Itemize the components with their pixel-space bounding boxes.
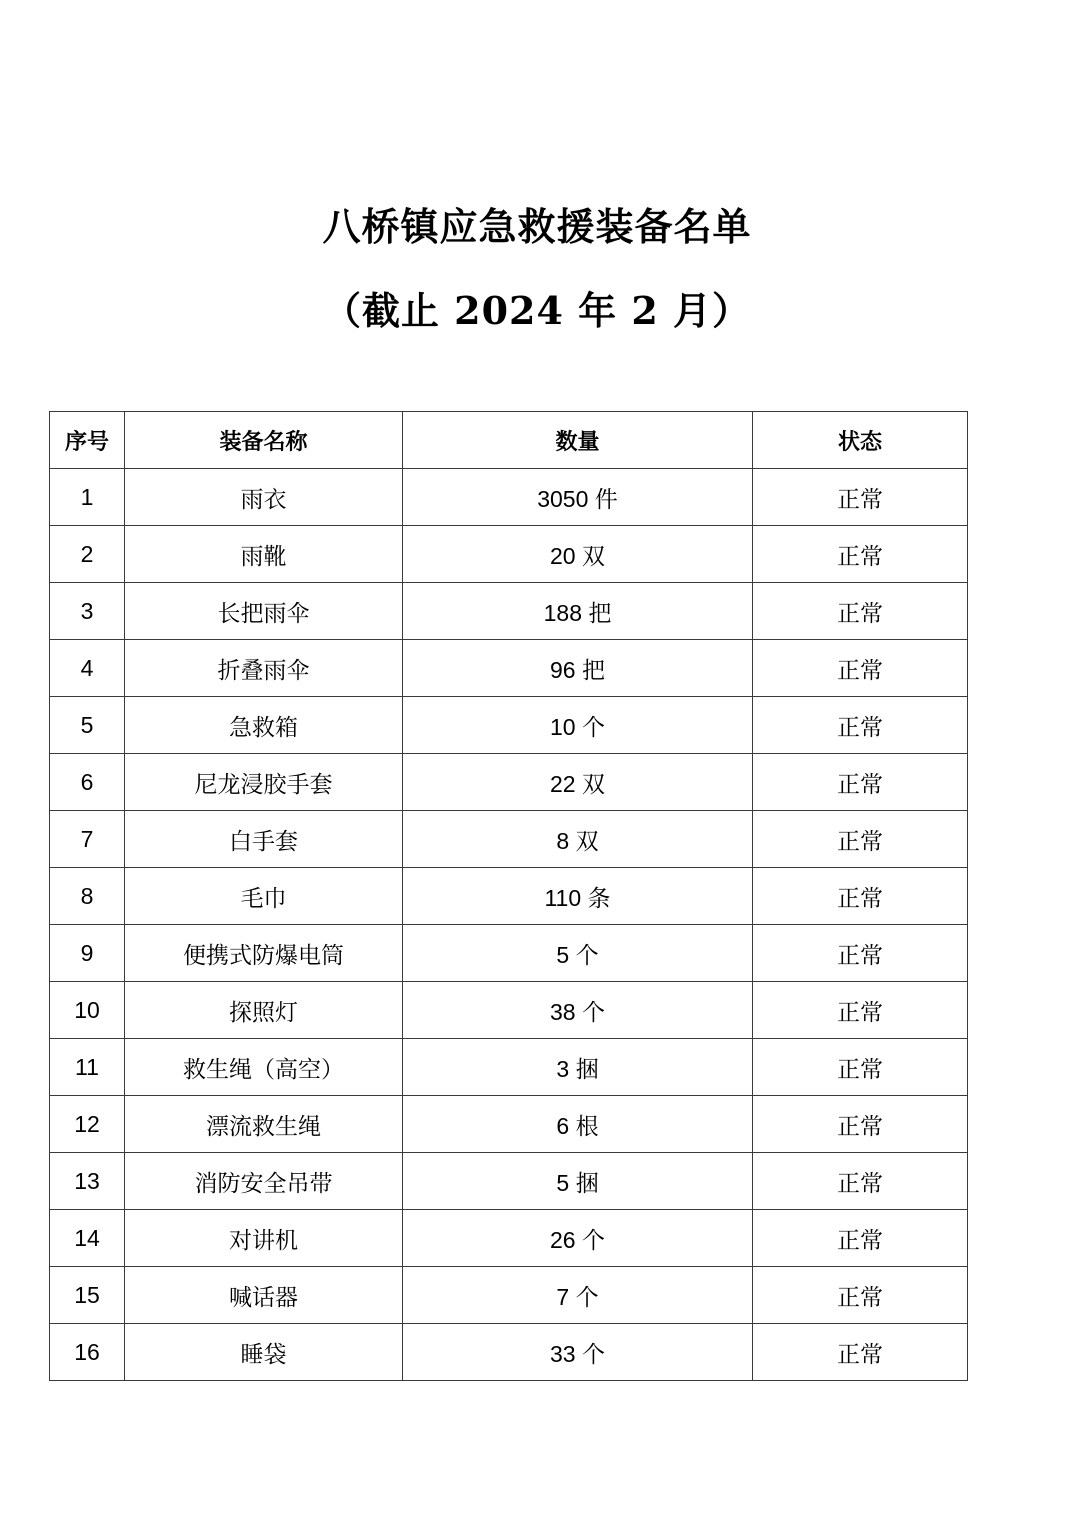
- table-row: [50, 469, 968, 526]
- document-subtitle: （截止 2024 年 2 月）: [322, 288, 752, 333]
- table-row: [50, 1096, 968, 1153]
- cell-quantity: 7 个: [403, 1267, 753, 1324]
- cell-serial-number: 6: [50, 754, 125, 811]
- cell-quantity: 10 个: [403, 697, 753, 754]
- cell-status: 正常: [753, 982, 968, 1039]
- cell-quantity: 3 捆: [403, 1039, 753, 1096]
- cell-serial-number: 12: [50, 1096, 125, 1153]
- table-row: [50, 811, 968, 868]
- table-row: [50, 1210, 968, 1267]
- table-row: [50, 640, 968, 697]
- header-serial-number: 序号: [50, 412, 125, 469]
- cell-quantity: 110 条: [403, 868, 753, 925]
- cell-status: 正常: [753, 697, 968, 754]
- cell-serial-number: 8: [50, 868, 125, 925]
- document-title: 八桥镇应急救援装备名单: [322, 204, 752, 249]
- cell-status: 正常: [753, 1039, 968, 1096]
- cell-quantity: 33 个: [403, 1324, 753, 1381]
- table-row: [50, 754, 968, 811]
- cell-status: 正常: [753, 925, 968, 982]
- table-row: [50, 868, 968, 925]
- cell-status: 正常: [753, 526, 968, 583]
- cell-equipment-name: 毛巾: [125, 868, 403, 925]
- cell-status: 正常: [753, 811, 968, 868]
- cell-equipment-name: 喊话器: [125, 1267, 403, 1324]
- cell-serial-number: 2: [50, 526, 125, 583]
- cell-quantity: 22 双: [403, 754, 753, 811]
- cell-serial-number: 14: [50, 1210, 125, 1267]
- cell-equipment-name: 探照灯: [125, 982, 403, 1039]
- cell-equipment-name: 漂流救生绳: [125, 1096, 403, 1153]
- cell-equipment-name: 尼龙浸胶手套: [125, 754, 403, 811]
- cell-status: 正常: [753, 1324, 968, 1381]
- cell-serial-number: 1: [50, 469, 125, 526]
- equipment-table: [49, 411, 968, 1381]
- cell-equipment-name: 折叠雨伞: [125, 640, 403, 697]
- cell-serial-number: 10: [50, 982, 125, 1039]
- cell-status: 正常: [753, 640, 968, 697]
- cell-status: 正常: [753, 868, 968, 925]
- cell-quantity: 188 把: [403, 583, 753, 640]
- cell-quantity: 20 双: [403, 526, 753, 583]
- cell-status: 正常: [753, 1096, 968, 1153]
- cell-status: 正常: [753, 754, 968, 811]
- table-row: [50, 982, 968, 1039]
- cell-quantity: 3050 件: [403, 469, 753, 526]
- cell-quantity: 96 把: [403, 640, 753, 697]
- header-equipment-name: 装备名称: [125, 412, 403, 469]
- table-row: [50, 1153, 968, 1210]
- cell-serial-number: 13: [50, 1153, 125, 1210]
- table-row: [50, 1324, 968, 1381]
- cell-status: 正常: [753, 1153, 968, 1210]
- cell-quantity: 5 捆: [403, 1153, 753, 1210]
- table-header-row: [50, 412, 968, 469]
- cell-equipment-name: 白手套: [125, 811, 403, 868]
- header-quantity: 数量: [403, 412, 753, 469]
- cell-serial-number: 3: [50, 583, 125, 640]
- table-row: [50, 925, 968, 982]
- cell-status: 正常: [753, 1267, 968, 1324]
- cell-quantity: 8 双: [403, 811, 753, 868]
- cell-serial-number: 11: [50, 1039, 125, 1096]
- cell-status: 正常: [753, 583, 968, 640]
- cell-equipment-name: 救生绳（高空）: [125, 1039, 403, 1096]
- table-row: [50, 697, 968, 754]
- cell-equipment-name: 急救箱: [125, 697, 403, 754]
- cell-equipment-name: 雨靴: [125, 526, 403, 583]
- cell-equipment-name: 睡袋: [125, 1324, 403, 1381]
- cell-equipment-name: 消防安全吊带: [125, 1153, 403, 1210]
- cell-serial-number: 5: [50, 697, 125, 754]
- table-row: [50, 583, 968, 640]
- table-row: [50, 1039, 968, 1096]
- cell-quantity: 26 个: [403, 1210, 753, 1267]
- cell-serial-number: 9: [50, 925, 125, 982]
- cell-equipment-name: 便携式防爆电筒: [125, 925, 403, 982]
- cell-quantity: 38 个: [403, 982, 753, 1039]
- header-status: 状态: [753, 412, 968, 469]
- cell-serial-number: 16: [50, 1324, 125, 1381]
- cell-quantity: 5 个: [403, 925, 753, 982]
- cell-quantity: 6 根: [403, 1096, 753, 1153]
- cell-equipment-name: 长把雨伞: [125, 583, 403, 640]
- cell-equipment-name: 对讲机: [125, 1210, 403, 1267]
- table-row: [50, 526, 968, 583]
- cell-status: 正常: [753, 469, 968, 526]
- table-row: [50, 1267, 968, 1324]
- cell-serial-number: 15: [50, 1267, 125, 1324]
- cell-serial-number: 4: [50, 640, 125, 697]
- cell-equipment-name: 雨衣: [125, 469, 403, 526]
- cell-status: 正常: [753, 1210, 968, 1267]
- table-body: [50, 469, 968, 1381]
- cell-serial-number: 7: [50, 811, 125, 868]
